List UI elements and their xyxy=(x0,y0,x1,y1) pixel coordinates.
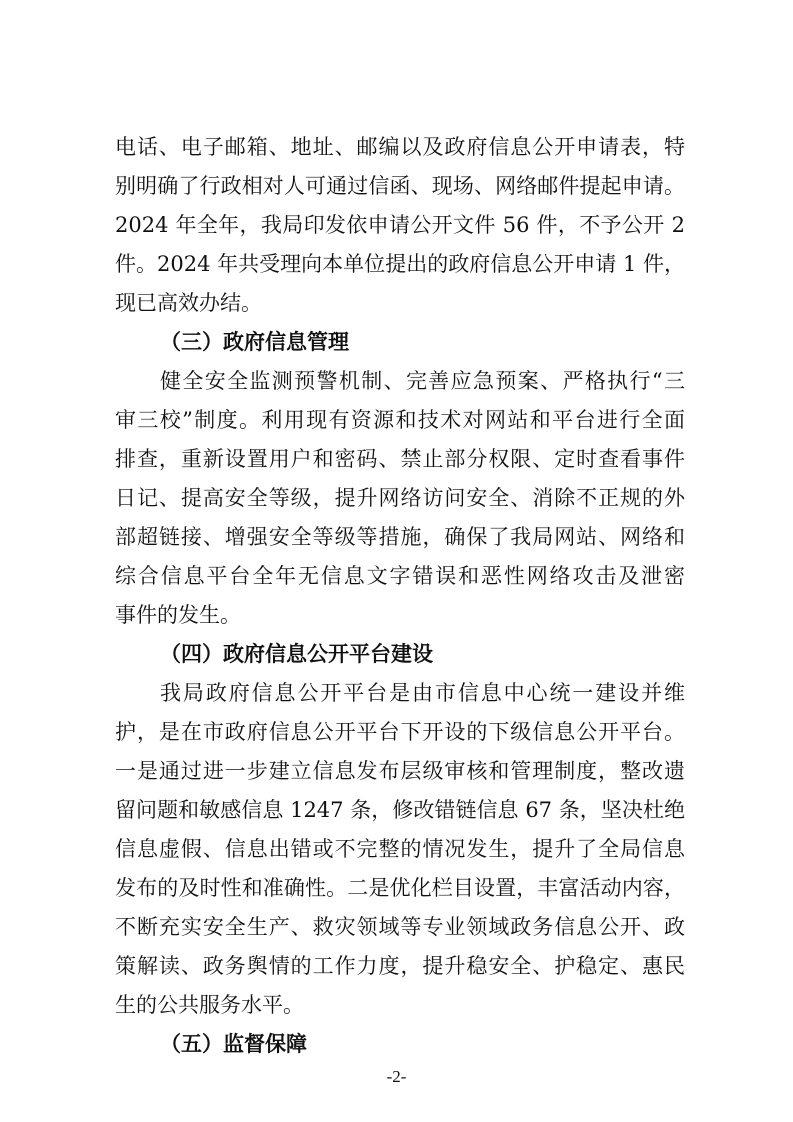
body-text-line: 审三校”制度。利用现有资源和技术对网站和平台进行全面 xyxy=(115,408,685,432)
body-text-line: 策解读、政务舆情的工作力度，提升稳安全、护稳定、惠民 xyxy=(115,954,685,978)
body-text-line: 留问题和敏感信息 1247 条，修改错链信息 67 条，坚决杜绝 xyxy=(115,798,685,822)
body-text-line: 事件的发生。 xyxy=(115,603,241,627)
section-heading: （五）监督保障 xyxy=(160,1031,307,1056)
body-text-line: 2024 年全年，我局印发依申请公开文件 56 件，不予公开 2 xyxy=(115,213,685,237)
body-text-line: 健全安全监测预警机制、完善应急预案、严格执行“三 xyxy=(160,369,685,393)
body-text-line: 综合信息平台全年无信息文字错误和恶性网络攻击及泄密 xyxy=(115,564,685,588)
body-text-line: 一是通过进一步建立信息发布层级审核和管理制度，整改遗 xyxy=(115,759,685,783)
section-heading: （四）政府信息公开平台建设 xyxy=(160,641,433,666)
body-text-line: 部超链接、增强安全等级等措施，确保了我局网站、网络和 xyxy=(115,525,685,549)
section-heading: （三）政府信息管理 xyxy=(160,329,349,354)
body-text-line: 排查，重新设置用户和密码、禁止部分权限、定时查看事件 xyxy=(115,447,685,471)
body-text-line: 信息虚假、信息出错或不完整的情况发生，提升了全局信息 xyxy=(115,837,685,861)
body-text-line: 现已高效办结。 xyxy=(115,291,262,315)
body-text-line: 生的公共服务水平。 xyxy=(115,993,304,1017)
body-text-line: 不断充实安全生产、救灾领域等专业领域政务信息公开、政 xyxy=(115,915,685,939)
body-text-line: 电话、电子邮箱、地址、邮编以及政府信息公开申请表，特 xyxy=(115,135,685,159)
body-text-line: 件。2024 年共受理向本单位提出的政府信息公开申请 1 件， xyxy=(115,252,685,276)
page-number: -2- xyxy=(386,1067,407,1086)
body-text-line: 我局政府信息公开平台是由市信息中心统一建设并维 xyxy=(160,681,685,705)
body-text-line: 护，是在市政府信息公开平台下开设的下级信息公开平台。 xyxy=(115,720,685,744)
body-text-line: 日记、提高安全等级，提升网络访问安全、消除不正规的外 xyxy=(115,486,685,510)
body-text-line: 发布的及时性和准确性。二是优化栏目设置，丰富活动内容， xyxy=(115,876,685,900)
body-text-line: 别明确了行政相对人可通过信函、现场、网络邮件提起申请。 xyxy=(115,174,685,198)
